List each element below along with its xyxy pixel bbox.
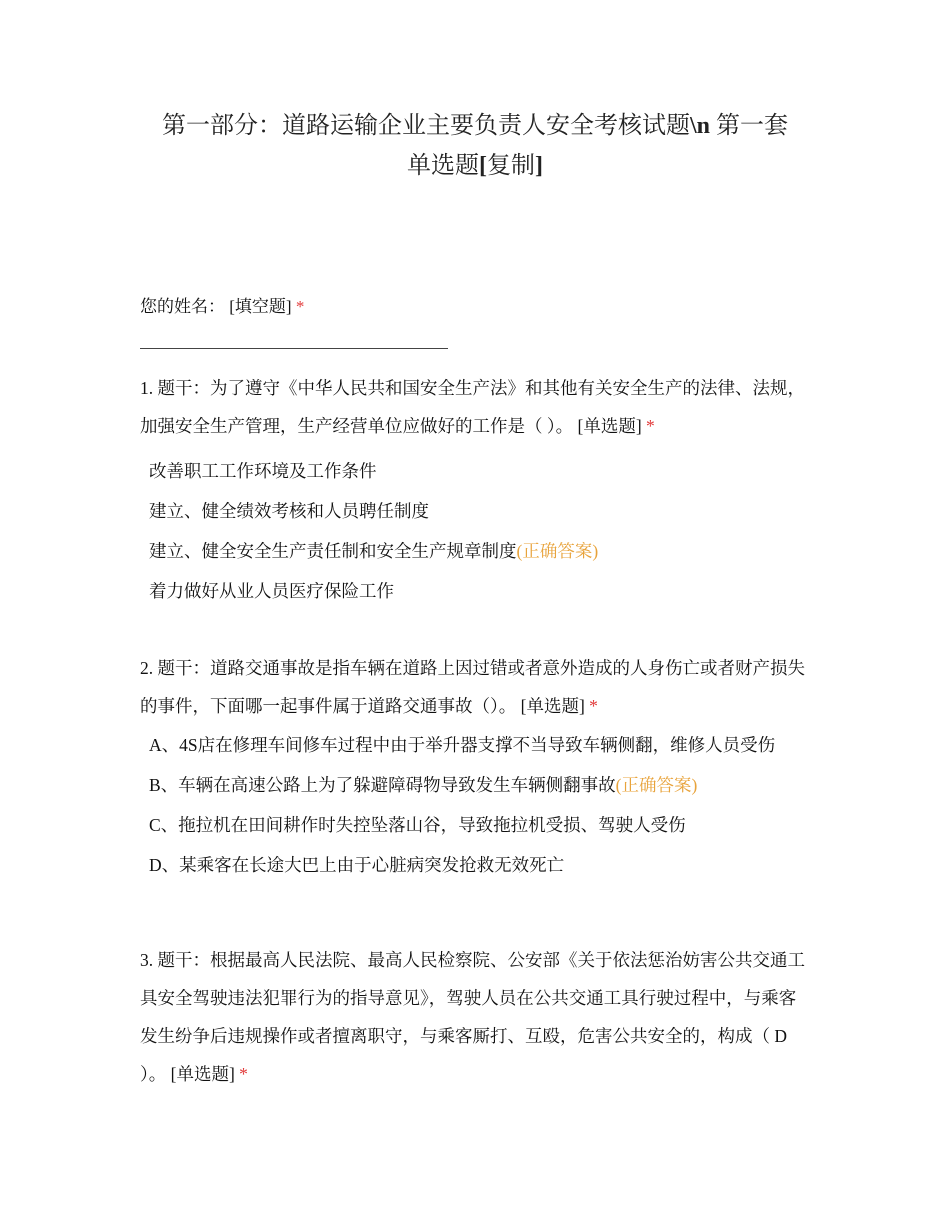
name-input-line[interactable]: [140, 348, 448, 349]
name-type-text: [填空题]: [229, 297, 292, 316]
option-item[interactable]: [149, 459, 809, 483]
option-text: 建立、健全安全生产责任制和安全生产规章制度: [149, 541, 517, 561]
option-item[interactable]: [149, 733, 809, 757]
title-copy-text: 复制: [487, 153, 535, 179]
option-item[interactable]: [149, 539, 809, 563]
page-title: [140, 106, 810, 186]
option-text: A、4S店在修理车间修车过程中由于举升器支撑不当导致车辆侧翻，维修人员受伤: [149, 735, 776, 755]
option-text: 着力做好从业人员医疗保险工作: [149, 581, 394, 601]
question-2-type: [单选题]: [520, 696, 585, 716]
option-item[interactable]: [149, 579, 809, 603]
option-item[interactable]: [149, 773, 809, 797]
correct-answer-tag: (正确答案): [615, 775, 698, 795]
question-1-type: [单选题]: [577, 416, 642, 436]
option-text: C、拖拉机在田间耕作时失控坠落山谷，导致拖拉机受损、驾驶人受伤: [149, 815, 686, 835]
question-3-required-mark: *: [239, 1064, 248, 1084]
question-1-stem: 1. 题干：为了遵守《中华人民共和国安全生产法》和其他有关安全生产的法律、法规，加强安全生产管理，生产经营单位应做好的工作是（ ）。: [140, 378, 805, 436]
required-mark: *: [295, 297, 305, 316]
title-set-text: 第一套: [716, 113, 788, 139]
question-2-options: [149, 733, 809, 893]
option-text: D、某乘客在长途大巴上由于心脏病突发抢救无效死亡: [149, 855, 565, 875]
title-bracket-close: ]: [535, 153, 543, 179]
question-3-stem: 3. 题干：根据最高人民法院、最高人民检察院、公安部《关于依法惩治妨害公共交通工具安全驾驶违法犯罪行为的指导意见》，驾驶人员在公共交通工具行驶过程中，与乘客发生纷争后违规操作或者擅离职守，与乘客厮打、互殴，危害公共安全的，构成（ D ）。: [140, 950, 805, 1084]
question-3-type: [单选题]: [170, 1064, 235, 1084]
title-line-2: [140, 146, 810, 186]
question-1-options: [149, 459, 809, 619]
title-bracket-open: [: [479, 153, 487, 179]
option-text: 改善职工工作环境及工作条件: [149, 461, 377, 481]
question-2-required-mark: *: [589, 696, 598, 716]
title-line-1: [140, 106, 810, 146]
option-item[interactable]: [149, 499, 809, 523]
option-text: B、车辆在高速公路上为了躲避障碍物导致发生车辆侧翻事故: [149, 775, 616, 795]
question-1-required-mark: *: [646, 416, 655, 436]
question-2: [140, 649, 812, 725]
name-label-text: 您的姓名：: [140, 297, 225, 316]
question-2-stem: 2. 题干：道路交通事故是指车辆在道路上因过错或者意外造成的人身伤亡或者财产损失的事件，下面哪一起事件属于道路交通事故（）。: [140, 658, 805, 716]
title-section-text: 单选题: [407, 153, 479, 179]
option-text: 建立、健全绩效考核和人员聘任制度: [149, 501, 429, 521]
option-item[interactable]: [149, 853, 809, 877]
title-text: 第一部分：道路运输企业主要负责人安全考核试题: [161, 113, 690, 139]
question-1: [140, 369, 812, 445]
question-3: [140, 941, 812, 1093]
option-item[interactable]: [149, 813, 809, 837]
correct-answer-tag: (正确答案): [516, 541, 599, 561]
name-field-label: [140, 294, 304, 320]
title-escape-text: \n: [689, 113, 710, 139]
